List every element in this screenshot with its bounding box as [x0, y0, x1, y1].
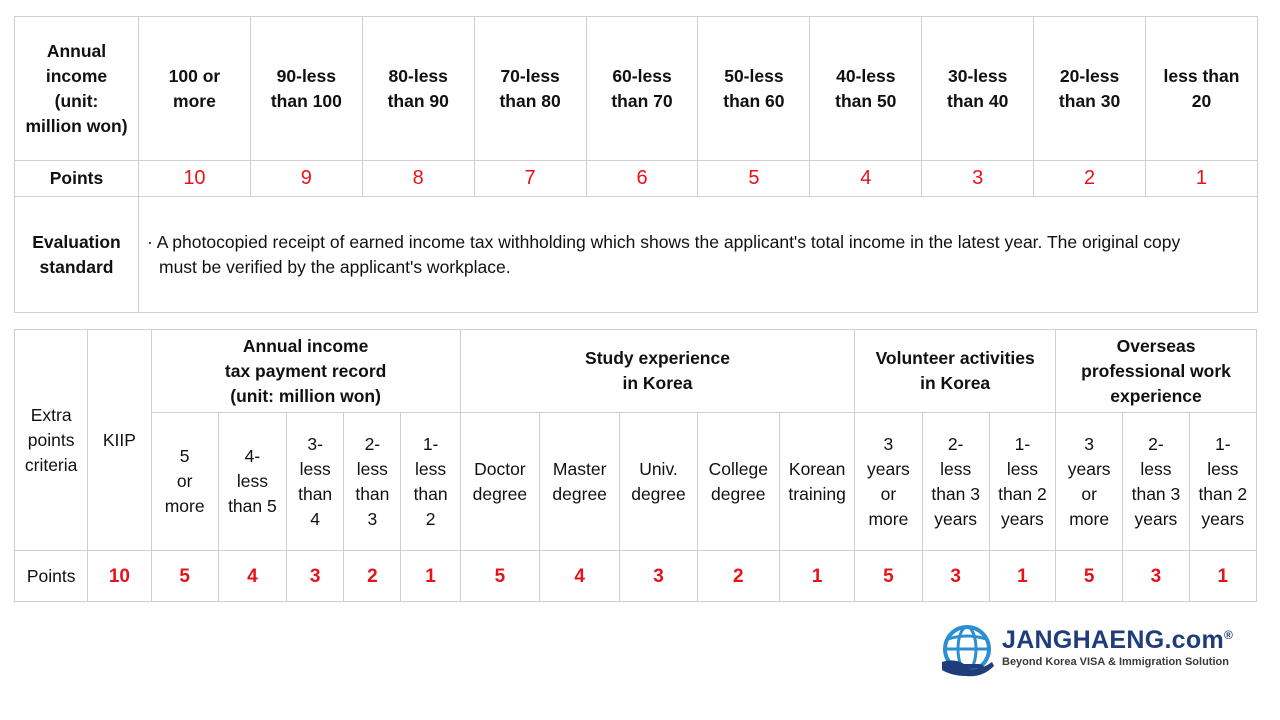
income-range-cell: 80-less than 90 — [362, 17, 474, 161]
group-volunteer-activities: Volunteer activities in Korea — [855, 330, 1056, 413]
income-range-cell: 60-less than 70 — [586, 17, 698, 161]
points-value: 3 — [620, 551, 697, 602]
points-value: 10 — [139, 161, 251, 197]
sub-criteria-cell: Univ. degree — [620, 413, 697, 551]
points-value: 3 — [922, 551, 989, 602]
points-value: 3 — [922, 161, 1034, 197]
sub-criteria-cell: Doctor degree — [460, 413, 539, 551]
sub-criteria-cell: 3- less than 4 — [287, 413, 344, 551]
points-value: 2 — [697, 551, 779, 602]
points-value: 5 — [460, 551, 539, 602]
extra-criteria-label: Extra points criteria — [15, 330, 88, 551]
sub-criteria-cell: College degree — [697, 413, 779, 551]
sub-criteria-cell: 4- less than 5 — [218, 413, 286, 551]
sub-criteria-cell: 2- less than 3 years — [1123, 413, 1189, 551]
points-label: Points — [15, 161, 139, 197]
income-range-row — [15, 17, 1258, 161]
points-value: 5 — [151, 551, 218, 602]
points-value: 1 — [989, 551, 1055, 602]
points-value: 5 — [1056, 551, 1123, 602]
income-range-cell: less than 20 — [1146, 17, 1258, 161]
points-value: 5 — [698, 161, 810, 197]
income-range-cell: 90-less than 100 — [250, 17, 362, 161]
extra-group-row — [15, 330, 1257, 413]
globe-hand-icon — [940, 624, 996, 680]
sub-criteria-cell: 5 or more — [151, 413, 218, 551]
janghaeng-logo[interactable] — [940, 624, 1240, 680]
points-value: 8 — [362, 161, 474, 197]
points-value: 5 — [855, 551, 922, 602]
income-range-cell: 40-less than 50 — [810, 17, 922, 161]
points-value: 1 — [779, 551, 854, 602]
points-value: 9 — [250, 161, 362, 197]
annual-income-header: Annual income (unit: million won) — [15, 17, 139, 161]
income-range-cell: 100 or more — [139, 17, 251, 161]
income-range-cell: 50-less than 60 — [698, 17, 810, 161]
brand-tagline: Beyond Korea VISA & Immigration Solution — [1002, 656, 1229, 668]
points-value: 1 — [1146, 161, 1258, 197]
kiip-label: KIIP — [88, 330, 151, 551]
sub-criteria-cell: 1- less than 2 years — [1189, 413, 1256, 551]
extra-points-row — [15, 551, 1257, 602]
evaluation-standard-row — [15, 197, 1258, 313]
points-value: 1 — [401, 551, 460, 602]
evaluation-standard-text: · A photocopied receipt of earned income tax withholding which shows the applicant's total income in the latest year. The original copy must be verified by the applicant's workplace. — [139, 197, 1258, 313]
points-value: 6 — [586, 161, 698, 197]
income-range-cell: 70-less than 80 — [474, 17, 586, 161]
points-value: 3 — [287, 551, 344, 602]
points-value: 4 — [810, 161, 922, 197]
points-value: 7 — [474, 161, 586, 197]
points-value: 4 — [218, 551, 286, 602]
points-value: 1 — [1189, 551, 1256, 602]
income-points-row — [15, 161, 1258, 197]
group-study-experience: Study experience in Korea — [460, 330, 855, 413]
points-value: 3 — [1123, 551, 1189, 602]
sub-criteria-cell: 3 years or more — [855, 413, 922, 551]
brand-name: JANGHAENG.com® — [1002, 626, 1234, 654]
extra-subheader-row — [15, 413, 1257, 551]
points-label: Points — [15, 551, 88, 602]
sub-criteria-cell: 2- less than 3 — [344, 413, 401, 551]
sub-criteria-cell: 2- less than 3 years — [922, 413, 989, 551]
sub-criteria-cell: Korean training — [779, 413, 854, 551]
annual-income-table — [14, 16, 1258, 313]
sub-criteria-cell: 1- less than 2 years — [989, 413, 1055, 551]
kiip-points-value: 10 — [88, 551, 151, 602]
sub-criteria-cell: 1- less than 2 — [401, 413, 460, 551]
group-income-tax-record: Annual income tax payment record (unit: million won) — [151, 330, 460, 413]
sub-criteria-cell: Master degree — [540, 413, 620, 551]
points-value: 4 — [540, 551, 620, 602]
evaluation-standard-label: Evaluation standard — [15, 197, 139, 313]
points-value: 2 — [1034, 161, 1146, 197]
sub-criteria-cell: 3 years or more — [1056, 413, 1123, 551]
income-range-cell: 20-less than 30 — [1034, 17, 1146, 161]
points-value: 2 — [344, 551, 401, 602]
group-overseas-work: Overseas professional work experience — [1056, 330, 1257, 413]
extra-points-table — [14, 329, 1257, 602]
income-range-cell: 30-less than 40 — [922, 17, 1034, 161]
